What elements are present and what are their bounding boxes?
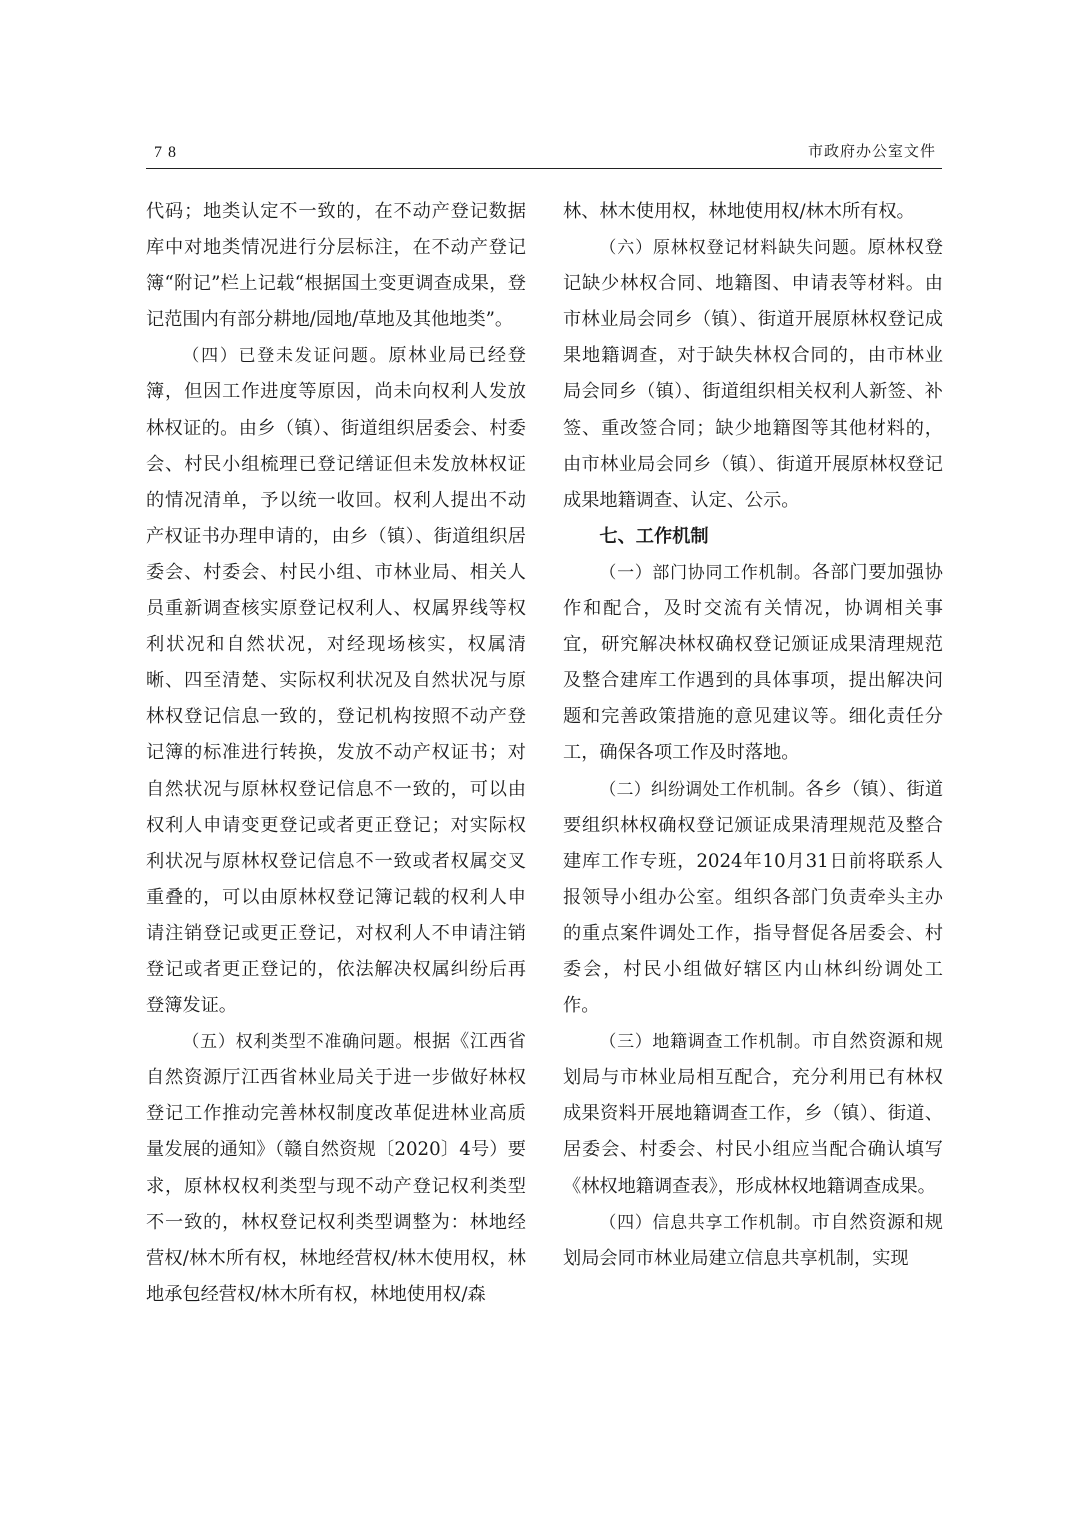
paragraph-text: 原林业局已经登簿，但因工作进度等原因，尚未向权利人发放林权证的。由乡（镇）、街道组织居委会、村委会、村民小组梳理已登记缮证但未发放林权证的情况清单，予以统一收回。权利人提出不动产权证书办理申请的，由乡（镇）、街道组织居委会、村委会、村民小组、市林业局、相关人员重新调查核实原登记权利人、权属界线等权利状况和自然状况，对经现场核实，权属清晰、四至清楚、实际权利状况及自然状况与原林权登记信息一致的，登记机构按照不动产登记簿的标准进行转换，发放不动产权证书；对自然状况与原林权登记信息不一致的，可以由权利人申请变更登记或者更正登记；对实际权利状况与原林权登记信息不一致或者权属交叉重叠的，可以由原林权登记簿记载的权利人申请注销登记或更正登记，对权利人不申请注销登记或者更正登记的，依法解决权属纠纷后再登簿发证。 <box>146 345 526 1017</box>
paragraph-text: 原林权登记缺少林权合同、地籍图、申请表等材料。由市林业局会同乡（镇）、街道开展原林权登记成果地籍调查，对于缺失林权合同的，由市林业局会同乡（镇）、街道组织相关权利人新签、补签、重改签合同；缺少地籍图等其他材料的，由市林业局会同乡（镇）、街道开展原林权登记成果地籍调查、认定、公示。 <box>563 237 943 511</box>
paragraph <box>146 338 526 1024</box>
item-heading: （六）原林权登记材料缺失问题。 <box>599 238 868 259</box>
paragraph <box>563 1205 943 1277</box>
paragraph <box>146 1024 526 1313</box>
item-heading: （四）信息共享工作机制。 <box>599 1212 812 1233</box>
paragraph-text: 各乡（镇）、街道要组织林权确权登记颁证成果清理规范及整合建库工作专班，2024年10月31日前将联系人报领导小组办公室。组织各部门负责牵头主办的重点案件调处工作，指导督促各居委会、村委会，村民小组做好辖区内山林纠纷调处工作。 <box>563 778 944 1017</box>
paragraph <box>563 230 943 519</box>
item-heading: （四）已登未发证问题。 <box>182 346 389 367</box>
paragraph: 代码；地类认定不一致的，在不动产登记数据库中对地类情况进行分层标注，在不动产登记簿“附记”栏上记载“根据国土变更调查成果，登记范围内有部分耕地/园地/草地及其他地类”。 <box>146 201 526 331</box>
item-heading: （一）部门协同工作机制。 <box>599 562 812 583</box>
running-head: 市政府办公室文件 <box>807 142 936 160</box>
right-column <box>563 194 943 1277</box>
paragraph <box>563 555 943 772</box>
paragraph: 林、林木使用权，林地使用权/林木所有权。 <box>563 201 915 222</box>
paragraph <box>563 772 943 1025</box>
page-number: 78 <box>154 144 182 161</box>
section-heading: 七、工作机制 <box>599 525 709 547</box>
page-header <box>146 138 942 169</box>
paragraph-text: 根据《江西省自然资源厅江西省林业局关于进一步做好林权登记工作推动完善林权制度改革促进林业高质量发展的通知》（赣自然资规〔2020〕4号）要求，原林权权利类型与现不动产登记权利类型不一致的，林权登记权利类型调整为：林地经营权/林木所有权，林地经营权/林木使用权，林地承包经营权/林木所有权，林地使用权/森 <box>146 1031 526 1305</box>
left-column <box>146 194 526 1313</box>
paragraph-text: 各部门要加强协作和配合，及时交流有关情况，协调相关事宜，研究解决林权确权登记颁证成果清理规范及整合建库工作遇到的具体事项，提出解决问题和完善政策措施的意见建议等。细化责任分工，确保各项工作及时落地。 <box>563 561 943 764</box>
paragraph-text: 市自然资源和规划局会同市林业局建立信息共享机制，实现 <box>563 1211 943 1269</box>
item-heading: （三）地籍调查工作机制。 <box>599 1032 812 1053</box>
item-heading: （二）纠纷调处工作机制。 <box>599 779 806 800</box>
item-heading: （五）权利类型不准确问题。 <box>182 1032 414 1053</box>
paragraph-text: 市自然资源和规划局与市林业局相互配合，充分利用已有林权成果资料开展地籍调查工作，乡（镇）、街道、居委会、村委会、村民小组应当配合确认填写《林权地籍调查表》，形成林权地籍调查成果。 <box>563 1031 943 1197</box>
paragraph <box>563 1024 943 1204</box>
